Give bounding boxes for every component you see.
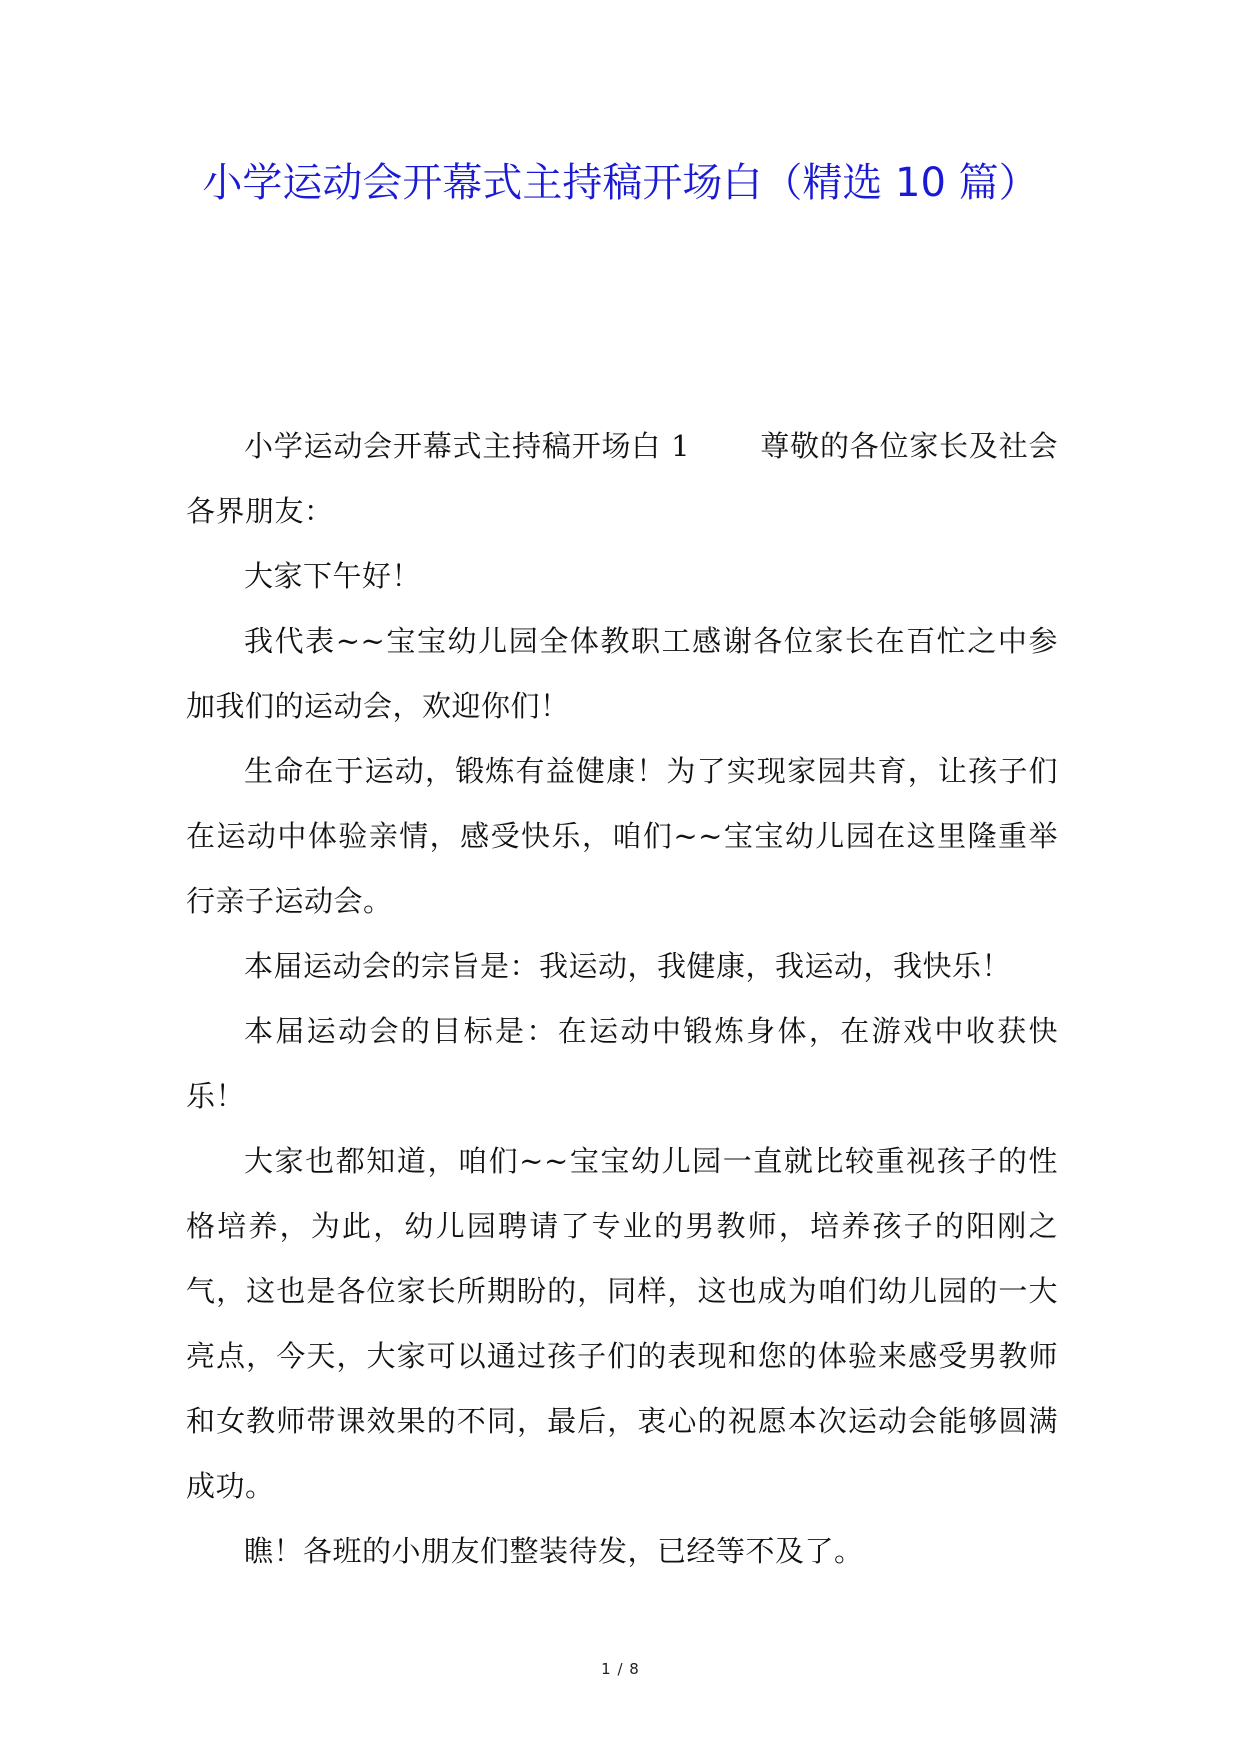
- section-heading: 小学运动会开幕式主持稿开场白 1: [244, 429, 691, 463]
- page-number: 1 / 8: [601, 1660, 640, 1678]
- paragraph-tenet: 本届运动会的宗旨是：我运动，我健康，我运动，我快乐！: [244, 949, 1012, 983]
- paragraph-purpose: 生命在于运动，锻炼有益健康！为了实现家园共育，让孩子们在运动中体验亲情，感受快乐，咱们~~宝宝幼儿园在这里隆重举行亲子运动会。: [186, 754, 1058, 918]
- document-title: 小学运动会开幕式主持稿开场白（精选 10 篇）: [202, 160, 1039, 206]
- document-body: [186, 414, 1058, 1584]
- paragraph-welcome: 我代表~~宝宝幼儿园全体教职工感谢各位家长在百忙之中参加我们的运动会，欢迎你们！: [186, 624, 1058, 723]
- paragraph-intro: [186, 414, 1058, 544]
- paragraph-teachers: 大家也都知道，咱们~~宝宝幼儿园一直就比较重视孩子的性格培养，为此，幼儿园聘请了专业的男教师，培养孩子的阳刚之气，这也是各位家长所期盼的，同样，这也成为咱们幼儿园的一大亮点，今天，大家可以通过孩子们的表现和您的体验来感受男教师和女教师带课效果的不同，最后，衷心的祝愿本次运动会能够圆满成功。: [186, 1144, 1058, 1503]
- paragraph-goal: 本届运动会的目标是：在运动中锻炼身体，在游戏中收获快乐！: [186, 1014, 1058, 1113]
- paragraph-greeting: 大家下午好！: [244, 559, 422, 593]
- paragraph-closing: 瞧！各班的小朋友们整装待发，已经等不及了。: [244, 1534, 864, 1568]
- paragraph-salutation: 尊敬的各位家长及社会各界朋友：: [186, 429, 1058, 528]
